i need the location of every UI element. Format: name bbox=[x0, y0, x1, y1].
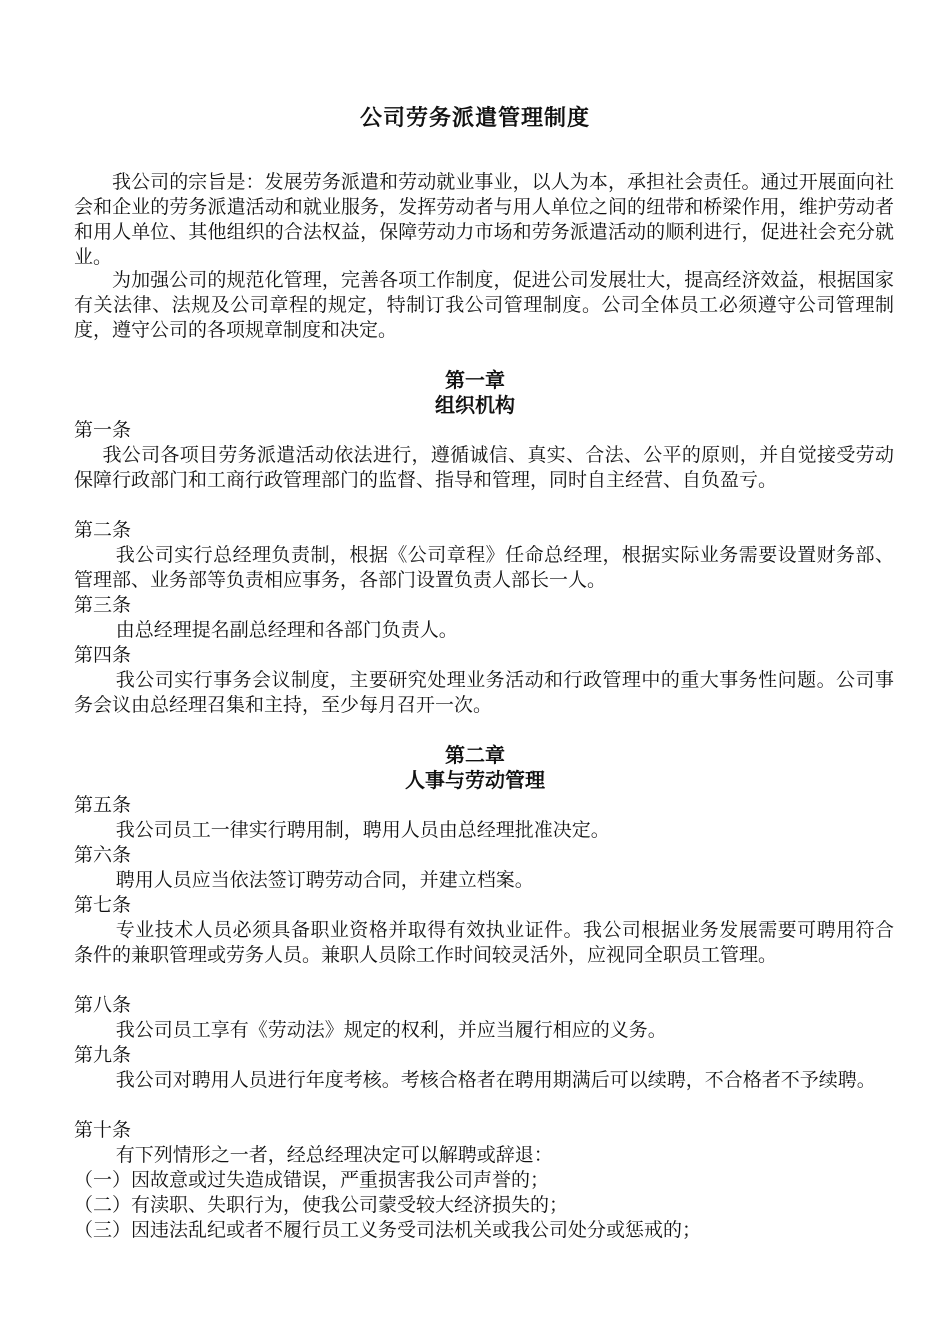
chapter-1-number: 第一章 bbox=[445, 368, 505, 392]
article-8-text: 我公司员工享有《劳动法》规定的权利，并应当履行相应的义务。 bbox=[115, 1019, 667, 1041]
chapter-2-name: 人事与劳动管理 bbox=[405, 768, 545, 792]
article-4-label: 第四条 bbox=[74, 644, 132, 666]
article-9-label: 第九条 bbox=[74, 1044, 132, 1066]
article-4-text: 我公司实行事务会议制度，主要研究处理业务活动和行政管理中的重大事务性问题。公司事务会议由总经理召集和主持，至少每月召开一次。 bbox=[74, 669, 894, 716]
article-2-label: 第二条 bbox=[74, 519, 132, 541]
article-6-label: 第六条 bbox=[74, 844, 132, 866]
article-1-text: 我公司各项目劳务派遣活动依法进行，遵循诚信、真实、合法、公平的原则，并自觉接受劳动保障行政部门和工商行政管理部门的监督、指导和管理，同时自主经营、自负盈亏。 bbox=[74, 444, 894, 491]
intro-paragraph-2: 为加强公司的规范化管理，完善各项工作制度，促进公司发展壮大，提高经济效益，根据国家有关法律、法规及公司章程的规定，特制订我公司管理制度。公司全体员工必须遵守公司管理制度，遵守公司的各项规章制度和决定。 bbox=[74, 269, 894, 341]
document-title: 公司劳务派遣管理制度 bbox=[359, 106, 590, 131]
list-item: （二）有渎职、失职行为，使我公司蒙受较大经济损失的； bbox=[74, 1194, 569, 1216]
article-7-label: 第七条 bbox=[74, 894, 132, 916]
article-10-text: 有下列情形之一者，经总经理决定可以解聘或辞退： bbox=[115, 1144, 553, 1166]
list-item: （三）因违法乱纪或者不履行员工义务受司法机关或我公司处分或惩戒的； bbox=[74, 1219, 702, 1241]
article-1-label: 第一条 bbox=[74, 419, 132, 441]
chapter-2-number: 第二章 bbox=[445, 743, 505, 767]
article-9-text: 我公司对聘用人员进行年度考核。考核合格者在聘用期满后可以续聘，不合格者不予续聘。 bbox=[115, 1069, 876, 1091]
article-2-text: 我公司实行总经理负责制，根据《公司章程》任命总经理，根据实际业务需要设置财务部、管理部、业务部等负责相应事务，各部门设置负责人部长一人。 bbox=[74, 544, 894, 591]
article-3-label: 第三条 bbox=[74, 594, 132, 616]
article-7-text: 专业技术人员必须具备职业资格并取得有效执业证件。我公司根据业务发展需要可聘用符合条件的兼职管理或劳务人员。兼职人员除工作时间较灵活外，应视同全职员工管理。 bbox=[74, 919, 894, 966]
article-10-label: 第十条 bbox=[74, 1119, 132, 1141]
list-item: （一）因故意或过失造成错误，严重损害我公司声誉的； bbox=[74, 1169, 550, 1191]
article-6-text: 聘用人员应当依法签订聘劳动合同，并建立档案。 bbox=[115, 869, 534, 891]
chapter-1-name: 组织机构 bbox=[435, 393, 515, 417]
article-5-text: 我公司员工一律实行聘用制，聘用人员由总经理批准决定。 bbox=[115, 819, 610, 841]
intro-paragraph-1: 我公司的宗旨是：发展劳务派遣和劳动就业事业，以人为本，承担社会责任。通过开展面向社会和企业的劳务派遣活动和就业服务，发挥劳动者与用人单位之间的纽带和桥梁作用，维护劳动者和用人单位、其他组织的合法权益，保障劳动力市场和劳务派遣活动的顺利进行，促进社会充分就业。 bbox=[74, 171, 894, 268]
article-5-label: 第五条 bbox=[74, 794, 132, 816]
article-8-label: 第八条 bbox=[74, 994, 132, 1016]
article-3-text: 由总经理提名副总经理和各部门负责人。 bbox=[115, 619, 458, 641]
